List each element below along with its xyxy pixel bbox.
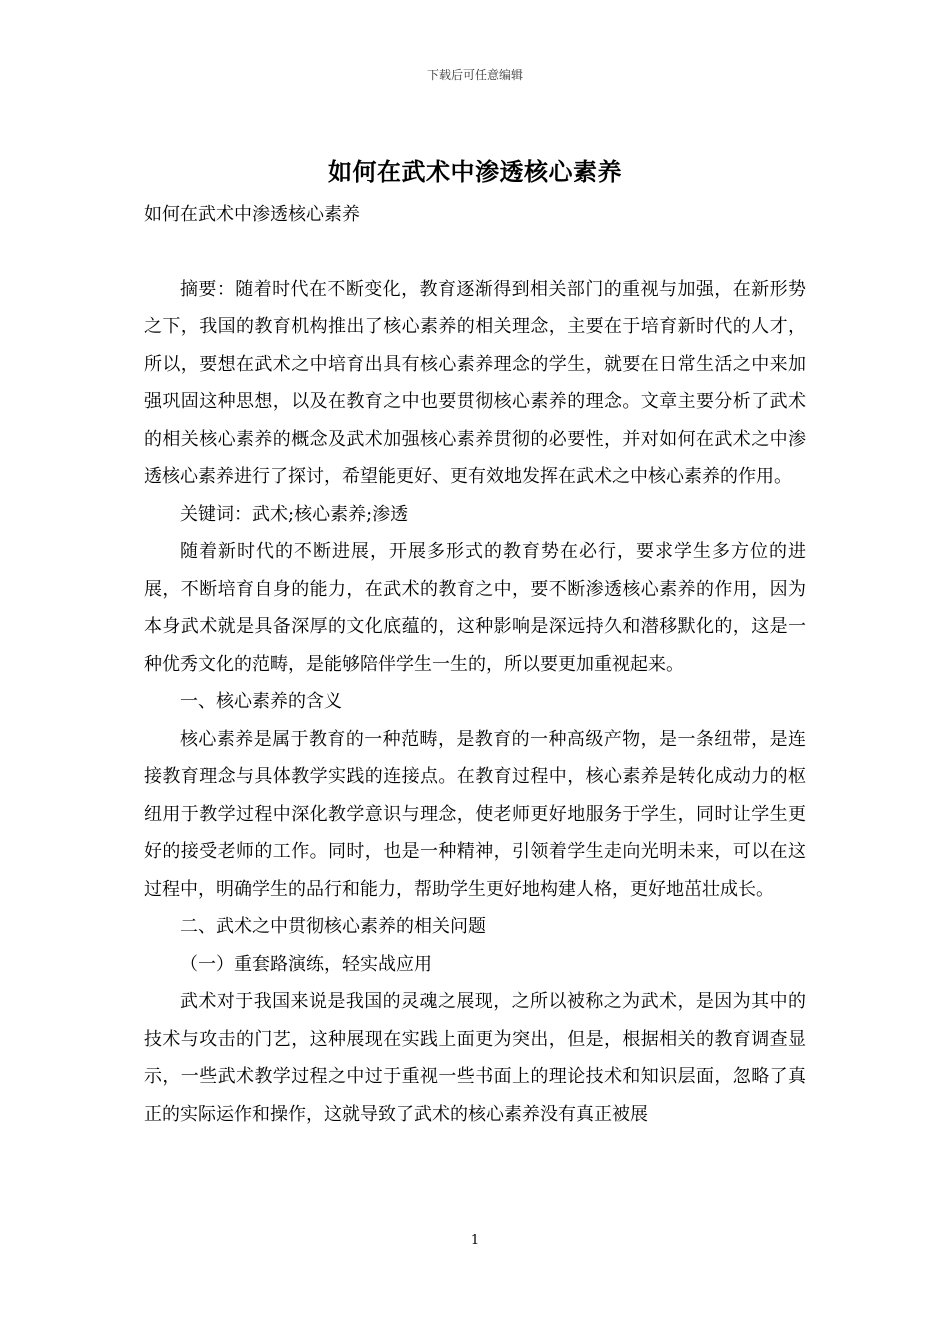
abstract-paragraph: 摘要：随着时代在不断变化，教育逐渐得到相关部门的重视与加强，在新形势之下，我国的教育机构推出了核心素养的相关理念，主要在于培育新时代的人才，所以，要想在武术之中培育出具有核心素养理念的学生，就要在日常生活之中来加强巩固这种思想，以及在教育之中也要贯彻核心素养的理念。文章主要分析了武术的相关核心素养的概念及武术加强核心素养贯彻的必要性，并对如何在武术之中渗透核心素养进行了探讨，希望能更好、更有效地发挥在武术之中核心素养的作用。 bbox=[144, 278, 806, 487]
section2-subheading-1: （一）重套路演练，轻实战应用 bbox=[180, 953, 432, 975]
section2-heading: 二、武术之中贯彻核心素养的相关问题 bbox=[180, 916, 486, 937]
keywords-line: 关键词：武术;核心素养;渗透 bbox=[180, 503, 409, 525]
section2-sub1-paragraph: 武术对于我国来说是我国的灵魂之展现，之所以被称之为武术，是因为其中的技术与攻击的门艺，这种展现在实践上面更为突出，但是，根据相关的教育调查显示，一些武术教学过程之中过于重视一些书面上的理论技术和知识层面，忽略了真正的实际运作和操作，这就导致了武术的核心素养没有真正被展 bbox=[144, 991, 806, 1125]
document-subtitle: 如何在武术中渗透核心素养 bbox=[144, 204, 360, 225]
section1-paragraph: 核心素养是属于教育的一种范畴，是教育的一种高级产物，是一条纽带，是连接教育理念与具体教学实践的连接点。在教育过程中，核心素养是转化成动力的枢纽用于教学过程中深化教学意识与理念，使老师更好地服务于学生，同时让学生更好的接受老师的工作。同时，也是一种精神，引领着学生走向光明未来，可以在这过程中，明确学生的品行和能力，帮助学生更好地构建人格，更好地茁壮成长。 bbox=[144, 728, 806, 900]
document-body bbox=[144, 196, 806, 1133]
header-note: 下载后可任意编辑 bbox=[426, 68, 523, 82]
page-number: 1 bbox=[470, 1233, 480, 1248]
document-title: 如何在武术中渗透核心素养 bbox=[328, 157, 622, 186]
section1-heading: 一、核心素养的含义 bbox=[180, 691, 342, 712]
intro-paragraph: 随着新时代的不断进展，开展多形式的教育势在必行，要求学生多方位的进展，不断培育自身的能力，在武术的教育之中，要不断渗透核心素养的作用，因为本身武术就是具备深厚的文化底蕴的，这种影响是深远持久和潜移默化的，这是一种优秀文化的范畴，是能够陪伴学生一生的，所以要更加重视起来。 bbox=[144, 541, 806, 675]
